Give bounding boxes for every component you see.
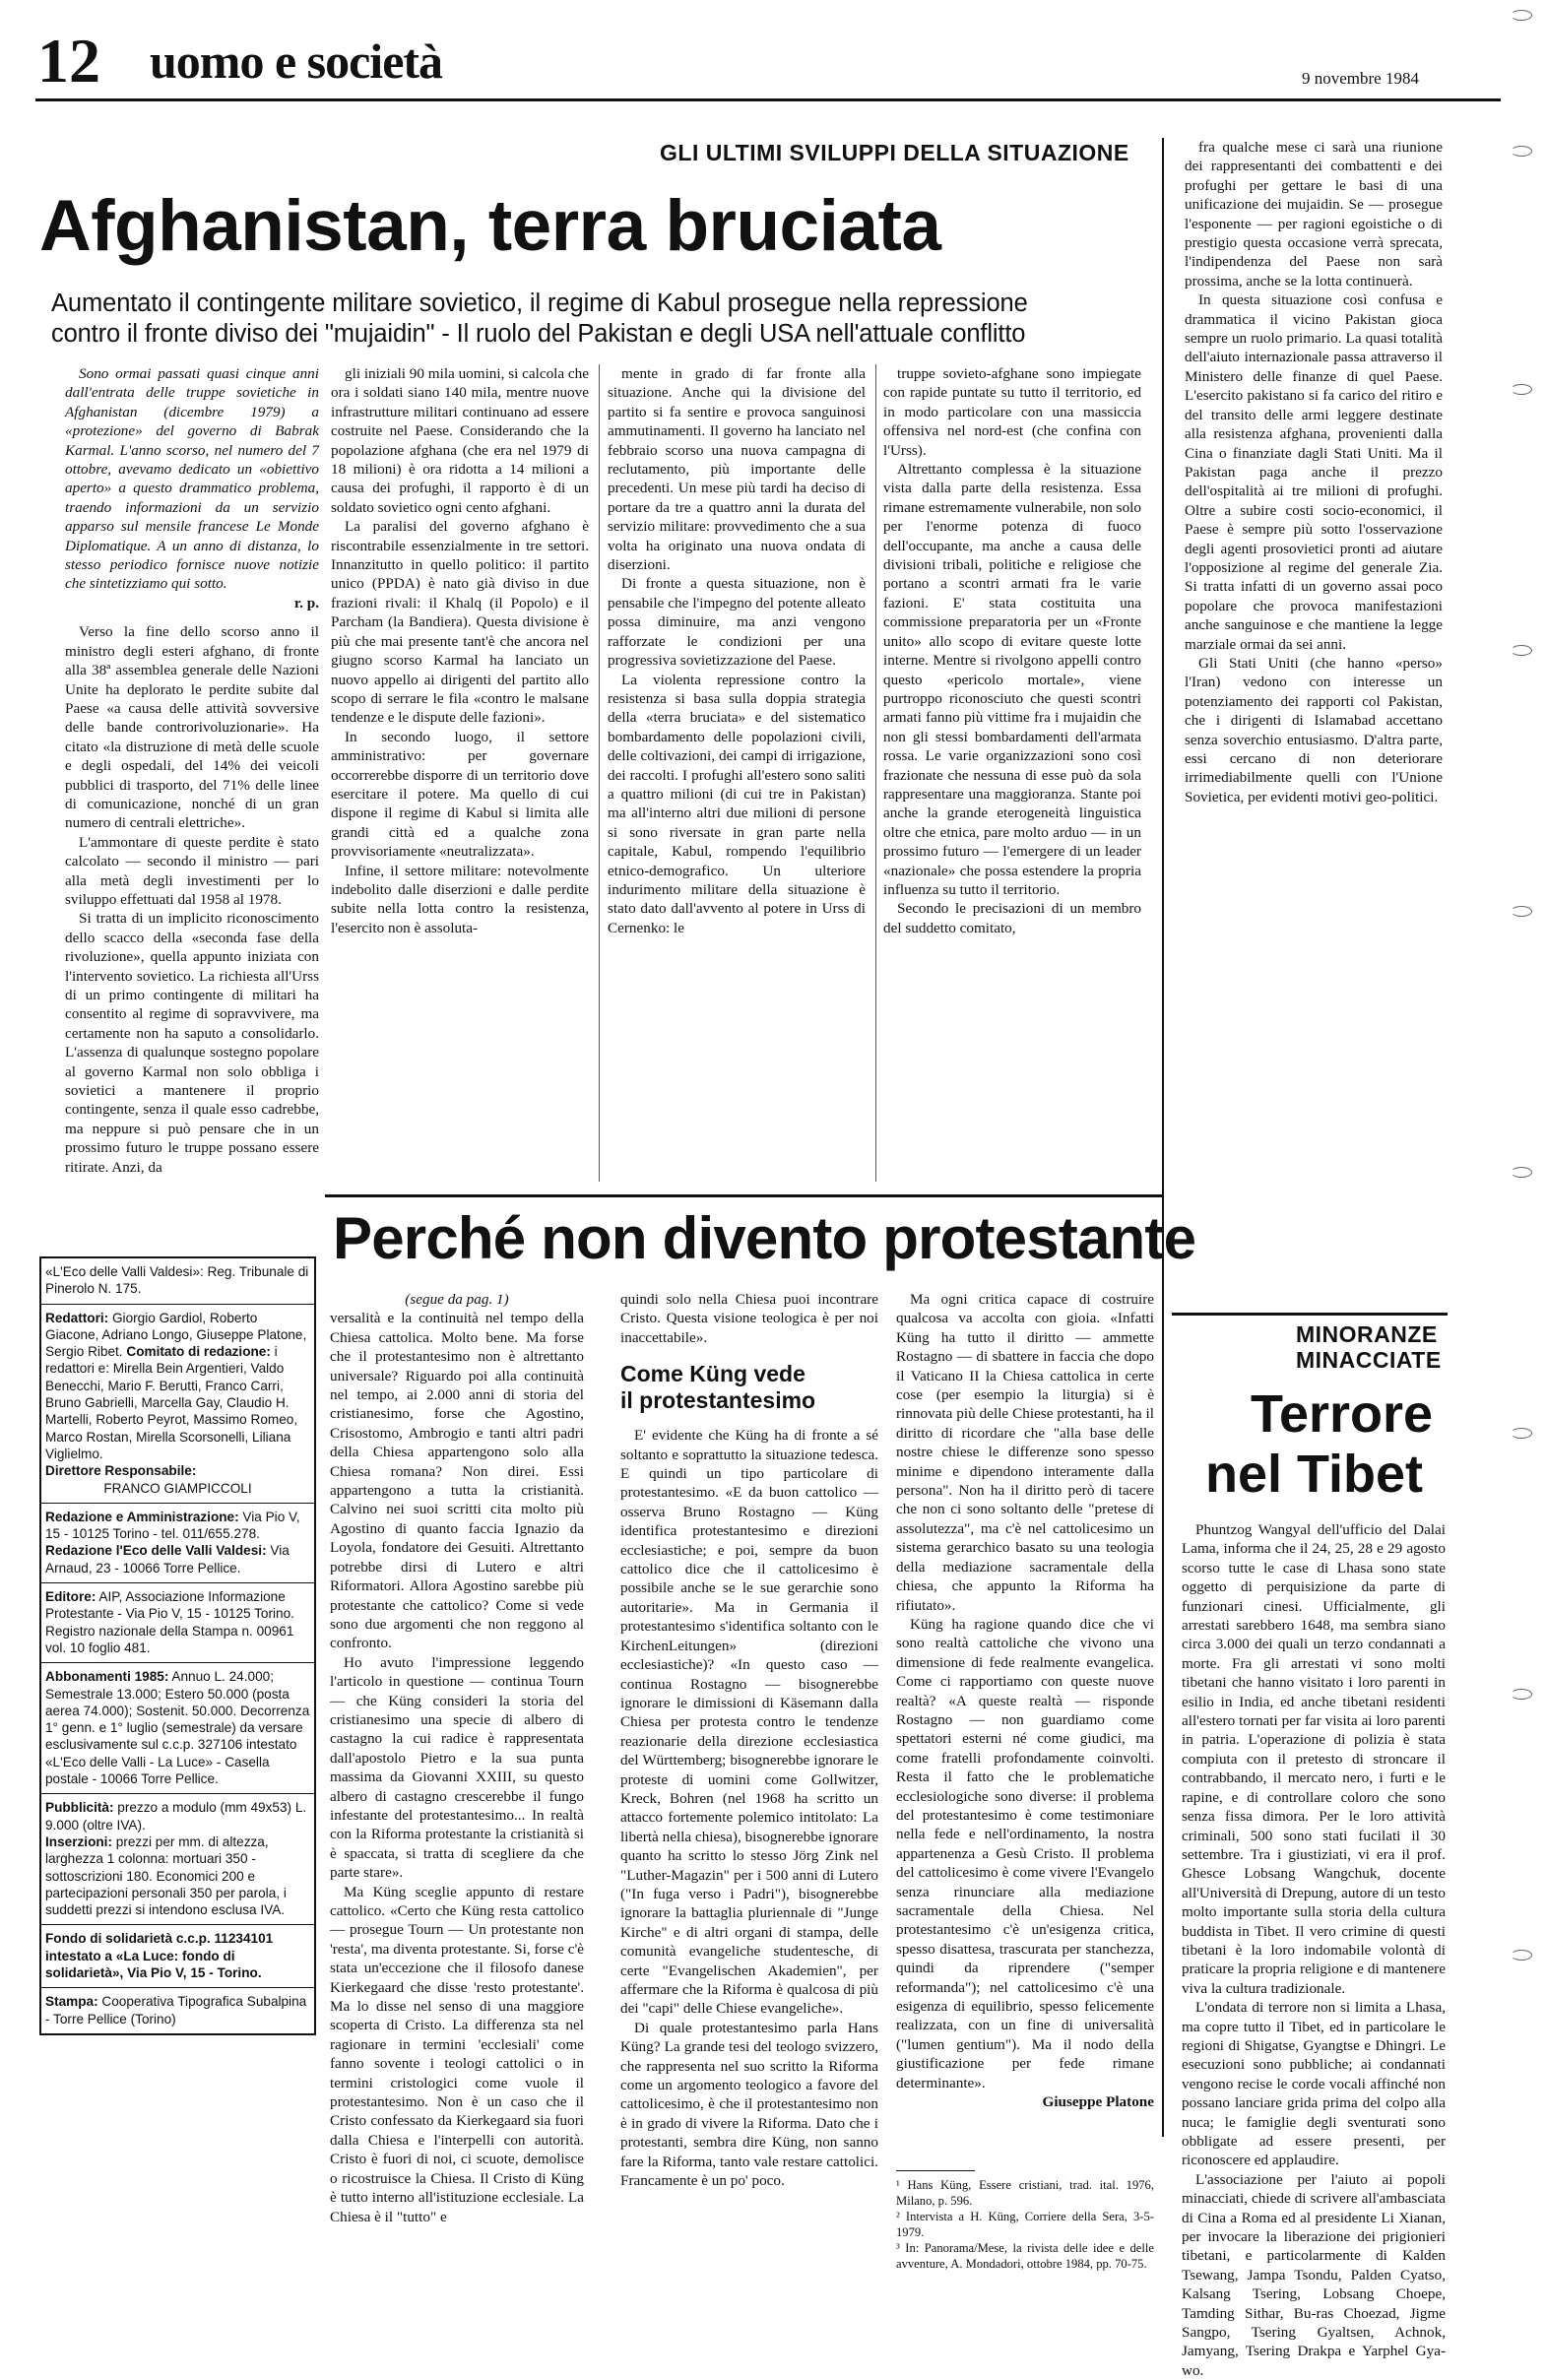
paragraph: Si tratta di un implicito riconoscimento dello scacco della «seconda fase della rivoluzione», quella appunto iniziata con l'intervento sovietico. La richiesta all'Urss di un primo contingente di militari ha consentito al regime di sopravvivere, ma certamente non ha saputo a consolidarlo. L'assenza di qualunque sostegno popolare al governo Karmal non solo obbliga i sovietici a mantenere il proprio contingente, senza il quale esso cadrebbe, ma neppure si può pensare che in un prossimo futuro le truppe possano essere ritirate. Anzi, da [65, 910, 319, 1176]
protestant-title: Perché non divento protestante [333, 1205, 1196, 1271]
paragraph: La violenta repressione contro la resistenza si basa sulla doppia strategia della «terra bruciata» e del sistematico bombardamento delle popolazioni civili, delle coltivazioni, dei campi di irrigazione, dei raccolti. I profughi all'estero sono saliti a quattro milioni (di cui tre in Pakistan) ma all'interno altri due milioni di persone si sono riversate in gran parte nella capitale, Kabul, rompendo l'equilibrio etnico-demografico. Un ulteriore indurimento militare della situazione è stato dato dall'avvento al potere in Urss di Cernenko: le [608, 671, 866, 936]
masthead-subscriptions: Annuo L. 24.000; Semestrale 13.000; Estero 50.000 (posta aerea 74.000); Sostenit. 50.000. Decorrenza 1° genn. e 1° luglio (semestrale) da versare esclusivamente sul c.c.p. 327106 intestato «L'Eco delle Valli - La Luce» - Casella postale - 10066 Torre Pellice. [45, 1669, 310, 1787]
footnote-rule [896, 2170, 975, 2171]
tibet-top-rule [1172, 1313, 1448, 1316]
paragraph: Phuntzog Wangyal dell'ufficio del Dalai Lama, informa che il 24, 25, 28 e 29 agosto scorso tutte le case di Lhasa sono state oggetto di perquisizione da parte di funzionari cinesi. Ufficialmente, gli arrestati sarebbero 1648, ma sembra siano circa 3.000 dei quali un terzo condannati a morte. Fra gli arrestati vi sono molti tibetani che hanno visitato i loro parenti in esilio in India, ed anche tibetani residenti all'estero tornati per far visita ai loro parenti in patria. L'operazione di polizia è stata compiuta con il pretesto di stroncare il contrabbando, il mercato nero, i furti e le rapine, e di controllare coloro che sono senza fissa dimora. Per le loro attività criminali, 500 sono stati fucilati il 30 settembre. Tra i giustiziati, vi era il prof. Ghesce Lobsang Wangchuk, docente all'Università di Drepung, autore di un testo molto importante sulla storia della cultura buddista in Tibet. Il vero crimine di questi tibetani è la loro indomabile volontà di praticare la propria religione e di mantenere viva la cultura tradizionale. [1182, 1521, 1446, 1997]
section-title: uomo e società [150, 33, 443, 89]
afghan-col-2 [331, 364, 589, 1190]
masthead-publisher: AIP, Associazione Informazione Protestante - Via Pio V, 15 - 10125 Torino. [45, 1589, 294, 1622]
masthead-label: Pubblicità: [45, 1800, 114, 1816]
afghan-intro: Sono ormai passati quasi cinque anni dall'entrata delle truppe sovietiche in Afghanistan (dicembre 1979) a «protezione» del governo di Babrak Karmal. L'anno scorso, nel numero del 7 ottobre, avevamo dedicato un «obiettivo aperto» a questo drammatico problema, traendo informazioni da un servizio apparso sul mensile francese Le Monde Diplomatique. A un anno di distanza, lo stesso periodico fornisce nuove notizie che sintetizziamo qui sotto. [65, 365, 319, 593]
tibet-body-text [1182, 1520, 1446, 2380]
paragraph: Ma Küng sceglie appunto di restare cattolico. «Certo che Küng resta cattolico — prosegue Tourn — Un protestante non 'resta', ma diventa protestante. Si, forse c'è stata un'eccezione che il filosofo danese Kierkegaard che disse 'resto protestante'. Ma lo disse nel senso di una maggiore scoperta di Cristo. La differenza sta nel ragionare in termini 'ecclesiali' come fanno sovente i teologi cattolici o in termini cristologici come vuole il protestantesimo. Non è un caso che il Cristo confessato da Kierkegaard sia fuori dalla Chiesa e l'interpelli con autorità. Cristo è fuori di noi, ci scuote, demolisce o ricostruisce la Chiesa. Il Cristo di Küng è tutto interno all'istituzione ecclesiale. La Chiesa è il "tutto" e [330, 1883, 584, 2225]
afghan-kicker: GLI ULTIMI SVILUPPI DELLA SITUAZIONE [660, 140, 1129, 165]
paragraph: E' evidente che Küng ha di fronte a sé soltanto e soprattutto la situazione tedesca. E quindi un tipo particolare di protestantesimo. «E da buon cattolico — osserva Bruno Rostagno — Küng identifica protestantesimo e direzioni ecclesiastiche; e poi, sempre da buon cattolico dice che il cattolicesimo è possibile anche se le sue gerarchie sono autoritarie». Ma in Germania il protestantesimo s'identifica soltanto con le KirchenLeitungen» (direzioni ecclesiastiche)? «In questo caso — continua Rostagno — bisognerebbe ignorare le dimissioni di Käsemann dalla Chiesa per protesta contro le tendenze reazionarie della direzione ecclesiastica del Württemberg; bisognerebbe ignorare le proteste di uomini come Gollwitzer, Kreck, Bohren (nel 1968 ha scritto un attacco fortemente polemico intitolato: La libertà nella chiesa), bisognerebbe ignorare quanto ha scritto lo stesso Jörg Zink nel "Luther-Magazin" per i 500 anni di Lutero ("In fuga verso i Padri"), bisognerebbe ignorare la battaglia pluriennale di "Junge Kirche" e di altri organi di stampa, delle comunità evangeliche studentesche, di certe "Evangelischen Akademien", per affermare che la Riforma è qualcosa di più dei "capi" delle Chiese evangeliche». [620, 1427, 878, 2018]
paragraph: versalità e la continuità nel tempo della Chiesa cattolica. Molto bene. Ma forse che il protestantesimo non è altrettanto universale? Riguardo poi alla continuità nel tempo, ai 2.000 anni di storia del cristianesimo, forse che Agostino, Crisostomo, Ambrogio e tanti altri padri della Chiesa appartengono solo alla Chiesa romana? Non direi. Essi appartengono a tutta la cristianità. Calvino nei suoi scritti cita molto più Agostino di quanto faccia Ignazio da Loyola, fondatore dei Gesuiti. Altrettanto potrebbe dirsi di Lutero e altri Riformatori. Allora Agostino sarebbe più protestante che cattolico? Come si vede sono due argomenti che non reggono al confronto. [330, 1310, 584, 1652]
afghan-col-1 [65, 364, 319, 1191]
masthead-label: Abbonamenti 1985: [45, 1669, 169, 1685]
afghan-deck-line2: contro il fronte diviso dei "mujaidin" - Il ruolo del Pakistan e degli USA nell'attuale conflitto [51, 320, 1026, 348]
column-rule [875, 364, 876, 1182]
masthead-insertions: prezzi per mm. di altezza, larghezza 1 colonna: mortuari 350 - sottoscrizioni 180. Economici 200 e partecipazioni personali 350 per parola, i suddetti prezzi si intendono esclusa IVA. [45, 1833, 287, 1918]
afghan-col-4 [883, 364, 1141, 1190]
masthead-label: Redattori: [45, 1310, 109, 1325]
paragraph: Ho avuto l'impressione leggendo l'articolo in questione — continua Tourn — che Küng consideri la storia del cristianesimo una specie di albero di castagno la cui radice è rappresentata dall'apostolo Pietro e la sua punta massima da Giovanni XXIII, su questo albero di castagno crescerebbe il fungo infestante del protestantesimo... In realtà con la Riforma protestante la cristianità si è spaccata, si tratta di scegliere da che parte stare». [330, 1653, 584, 1882]
afghan-col-5 [1185, 138, 1443, 1305]
masthead-address: Via Pio V, 15 - 10125 Torino - tel. 011/655.278. [45, 1509, 300, 1542]
afghan-deck-line1: Aumentato il contingente militare sovietico, il regime di Kabul prosegue nella repressione [51, 289, 1028, 317]
footnote-1: ¹ Hans Küng, Essere cristiani, trad. ital. 1976, Milano, p. 596. [896, 2178, 1154, 2209]
afghan-bottom-rule [325, 1194, 1162, 1197]
masthead-label: Inserzioni: [45, 1833, 112, 1849]
masthead-label: Redazione e Amministrazione: [45, 1509, 239, 1524]
masthead-advertising: prezzo a modulo (mm 49x53) L. 9.000 (oltre IVA). [45, 1800, 307, 1833]
masthead-address-2: Via Arnaud, 23 - 10066 Torre Pellice. [45, 1543, 290, 1576]
paragraph: Infine, il settore militare: notevolmente indebolito dalle diserzioni e dalle perdite subite nella lotta contro la resistenza, l'esercito non è assoluta- [331, 862, 589, 936]
paragraph: In questa situazione così confusa e drammatica il vicino Pakistan gioca sempre un ruolo primario. La quasi totalità dell'aiuto internazionale passa attraverso il Ministero delle finanze di quel Paese. L'esercito pakistano si fa carico del ritiro e del transito delle armi leggere destinate alla resistenza afghana, provenienti dalla Cina o finanziate dagli Stati Uniti. Ma il Pakistan paga anche il prezzo dell'ospitalità ai tre milioni di profughi. Oltre a subire costi socio-economici, il Paese è sempre più sotto l'osservazione degli agenti prosovietici pronti ad aiutare l'opposizione al regime del generale Zia. Si tratta infatti di un governo assai poco popolare che provoca manifestazioni anche sanguinose e che mantiene la legge marziale ormai da sei anni. [1185, 291, 1443, 653]
afghan-col-3-text [608, 364, 866, 937]
protestant-col-3 [896, 1290, 1154, 2272]
protestant-col-3-text [896, 1290, 1154, 2092]
tibet-body [1182, 1520, 1446, 2379]
binder-ring-icon [1511, 1428, 1532, 1439]
binder-ring-icon [1511, 906, 1532, 917]
protestant-col-1-text [330, 1309, 584, 2226]
afghan-col-3 [608, 364, 866, 1190]
paragraph: Küng ha ragione quando dice che vi sono realtà cattoliche che vivono una dimensione di fede realmente evangelica. Come ci rapportiamo con queste nuove realtà? «A queste realtà — risponde Rostagno — non guardiamo come spettatori esterni né come giudici, ma come fratelli profondamente coinvolti. Resta il fatto che le problematiche ecclesiologiche sono diverse: il problema del protestantesimo è come testimoniare nella fede e nell'ordinamento, la nostra appartenenza a Gesù Cristo. Il problema del cattolicesimo è come vivere l'Evangelo senza rinunciare alla mediazione sacramentale della Chiesa. Nel protestantesimo c'è un'esigenza critica, spesso disattesa, trascurata per stanchezza, quindi da riprendere ("semper reformanda"); nel cattolicesimo c'è una esigenza di equilibrio, spesso felicemente realizzata, con un fine di universalità ("lumen gentium"). Ma il nodo della giustificazione per fede rimane determinante». [896, 1615, 1154, 2091]
paragraph: Altrettanto complessa è la situazione vista dalla parte della resistenza. Essa rimane estremamente vulnerabile, non solo per l'enorme potenza di fuoco dell'occupante, ma anche a causa delle divisioni tribali, politiche e religiose che portano a scontri armati fra le varie fazioni. E' stata costituita una commissione preparatoria per un «Fronte unito» allo scopo di evitare queste lotte interne. Mentre si rivolgono appelli contro questo «pericolo mortale», viene purtroppo riconosciuto che questi scontri armati fanno più vittime fra i mujaidin che non gli stessi bombardamenti dell'armata rossa. Le varie organizzazioni sono così frazionate che nessuna di esse può da sola rappresentare una maggioranza. Stante poi anche la grande eterogeneità linguistica oltre che etnica, pare molto arduo — in un prossimo futuro — l'emergere di un leader «nazionale» che possa estendere la propria influenza su tutto il territorio. [883, 461, 1141, 898]
paragraph: L'ondata di terrore non si limita a Lhasa, ma copre tutto il Tibet, ed in particolare le regioni di Shigatse, Gyangtse e Dhingri. Le esecuzioni sono pubbliche; ai condannati vengono recise le corde vocali affinché non possano lanciare grida prima del colpo alla nuca; le famiglie degli sventurati sono obbligate ad essere presenti, per riconoscere ed applaudire. [1182, 1999, 1446, 2169]
protestant-col-2-lead: quindi solo nella Chiesa puoi incontrare Cristo. Questa visione teologica è per noi inaccettabile». [620, 1291, 878, 1346]
continued-note: (segue da pag. 1) [405, 1291, 509, 1308]
header-rule [35, 98, 1501, 101]
afghan-title: Afghanistan, terra bruciata [39, 186, 941, 266]
afghan-intro-signature: r. p. [293, 594, 319, 611]
masthead-committee: i redattori e: Mirella Bein Argentieri, Valdo Benecchi, Mario F. Berutti, Franco Carri, Bruno Gabrielli, Marcella Gay, Claudio H. Martelli, Roberto Peyrot, Massimo Romeo, Marco Rostan, Mirella Scorsonelli, Liliana Viglielmo. [45, 1344, 298, 1461]
paragraph: L'ammontare di queste perdite è stato calcolato — secondo il ministro — pari alla metà degli investimenti per lo sviluppo effettuati dal 1958 al 1978. [65, 833, 319, 908]
footnote-2: ² Intervista a H. Küng, Corriere della Sera, 3-5-1979. [896, 2210, 1154, 2240]
protestant-signature: Giuseppe Platone [1042, 2093, 1154, 2111]
masthead-registration: «L'Eco delle Valli Valdesi»: Reg. Tribunale di Pinerolo N. 175. [45, 1264, 309, 1297]
afghan-col-2-text [331, 364, 589, 937]
paragraph: Secondo le precisazioni di un membro del suddetto comitato, [883, 900, 1141, 936]
paragraph: mente in grado di far fronte alla situazione. Anche qui la divisione del partito si fa sentire e provoca sanguinosi ammutinamenti. Il governo ha lanciato nel febbraio scorso una nuova campagna di reclutamento, più importante delle precedenti. Un mese più tardi ha deciso di portare da tre a quattro anni la durata del servizio militare: provvedimento che a sua volta ha originato una nuova ondata di diserzioni. [608, 365, 866, 574]
afghan-col-5-text [1185, 138, 1443, 806]
protestant-col-2 [620, 1290, 878, 2190]
paragraph: Verso la fine dello scorso anno il ministro degli esteri afghano, di fronte alla 38ª assemblea generale delle Nazioni Unite ha deplorato le perdite subite dal Paese «a causa delle attività sovversive delle bande controrivoluzionarie». Ha citato «la distruzione di metà delle scuole e degli ospedali, del 14% dei veicoli pubblici di trasporto, del 71% delle linee di comunicazione, nonché di un gran numero di centrali elettriche». [65, 623, 319, 832]
binder-ring-icon [1511, 1950, 1532, 1961]
masthead-label: Stampa: [45, 1994, 98, 2010]
paragraph: Di quale protestantesimo parla Hans Küng? La grande tesi del teologo svizzero, che rappresenta nel suo scritto la Riforma come un argomento teologico a favore del cattolicesimo, è che il protestantesimo non è in grado di vivere la Riforma. Dato che i protestanti, sembra dire Küng, non sanno fare la Riforma, tanto vale restare cattolici. Francamente è un po' poco. [620, 2019, 878, 2190]
protestant-col-1 [330, 1290, 584, 2225]
footnote-3: ³ In: Panorama/Mese, la rivista delle idee e delle avventure, A. Mondadori, ottobre 1984, pp. 70-75. [896, 2241, 1154, 2272]
binder-ring-icon [1511, 645, 1532, 656]
protestant-col-2-text [620, 1426, 878, 2190]
tibet-kicker-1: MINORANZE [1296, 1321, 1438, 1347]
masthead-label: Redazione l'Eco delle Valli Valdesi: [45, 1543, 267, 1559]
binder-ring-icon [1511, 384, 1532, 395]
issue-date: 9 novembre 1984 [1302, 69, 1419, 88]
masthead-solidarity-fund: Fondo di solidarietà c.c.p. 11234101 intestato a «La Luce: fondo di solidarietà», Via Pio V, 15 - Torino. [45, 1931, 274, 1980]
column-rule [599, 364, 600, 1182]
protestant-subhead-2: il protestantesimo [620, 1387, 816, 1414]
masthead-press-register: Registro nazionale della Stampa n. 00961 vol. 10 foglio 481. [45, 1623, 294, 1655]
paragraph: Di fronte a questa situazione, non è pensabile che l'impegno del potente alleato possa diminuire, ma anzi vengono rafforzate le condizioni per una progressiva sovietizzazione del Paese. [608, 575, 866, 670]
masthead-director: FRANCO GIAMPICCOLI [103, 1480, 252, 1496]
masthead-label: Direttore Responsabile: [45, 1463, 197, 1479]
tibet-title-1: Terrore [1251, 1384, 1434, 1444]
masthead-label: Editore: [45, 1589, 97, 1605]
paragraph: Gli Stati Uniti (che hanno «perso» l'Iran) vedono con interesse un potenziamento dei rapporti col Pakistan, che i dirigenti di Islamabad accettano senza soverchio entusiasmo. D'altra parte, essi cercano di non deteriorare irrimediabilmente quelli con l'Unione Sovietica, per evidenti motivi geo-politici. [1185, 654, 1443, 805]
masthead-box [39, 1256, 316, 2035]
binder-ring-icon [1511, 1689, 1532, 1700]
paragraph: Ma ogni critica capace di costruire qualcosa va accolta con gioia. «Infatti Küng ha tutto il diritto — ammette Rostagno — di sbattere in faccia che dopo il Vaticano II la Chiesa cattolica in certe cose (per esempio la liturgia) si è rinnovata più delle Chiese protestanti, ha il diritto di ricordare che "alla base delle nostre chiese le differenze sono spesso minime e dipendono interamente dalla persona". Non ha il diritto però di tacere che non ci sono soltanto delle "pretese di assolutezza", ma c'è nel cattolicesimo un sistema gerarchico basato su una teologia della mediazione sacramentale della chiesa, che appunto la Riforma ha rifiutato». [896, 1291, 1154, 1614]
masthead-label: Comitato di redazione: [126, 1344, 271, 1360]
paragraph: truppe sovieto-afghane sono impiegate con rapide puntate su tutto il territorio, ed in modo particolare con una massiccia offensiva nel nord-est (che confina con l'Urss). [883, 365, 1141, 459]
tibet-title-2: nel Tibet [1205, 1445, 1424, 1504]
afghan-col-1-text [65, 622, 319, 1177]
afghan-col-4-text [883, 364, 1141, 937]
protestant-subhead-1: Come Küng vede [620, 1361, 805, 1387]
paragraph: La paralisi del governo afghano è riscontrabile essenzialmente in tre settori. Innanzitutto in quello politico: il partito unico (PPDA) è nato già diviso in due frazioni rivali: il Khalq (il Popolo) e il Parcham (la Bandiera). Questa divisione è più che mai presente tant'è che ancora nel giugno scorso Karmal ha lanciato un nuovo appello ai dirigenti del partito allo scopo di serrare le fila «contro le malsane tendenze e le dispute delle fazioni». [331, 518, 589, 727]
column-rule [1162, 138, 1164, 2137]
binder-ring-icon [1511, 146, 1532, 157]
paragraph: gli iniziali 90 mila uomini, si calcola che ora i soldati siano 140 mila, mentre nuove infrastrutture militari continuano ad essere costruite nel Paese. Considerando che la popolazione afghana (che era nel 1979 di 18 milioni) è ora ridotta a 14 milioni a causa dei profughi, il rapporto è di un soldato sovietico ogni cento afghani. [331, 365, 589, 516]
masthead-editors: Giorgio Gardiol, Roberto Giacone, Adriano Longo, Giuseppe Platone, Sergio Ribet. [45, 1310, 307, 1360]
binder-edge [1507, 0, 1546, 2160]
binder-ring-icon [1511, 10, 1532, 21]
binder-ring-icon [1511, 1167, 1532, 1178]
tibet-kicker-2: MINACCIATE [1296, 1347, 1442, 1373]
paragraph: fra qualche mese ci sarà una riunione dei rappresentanti dei combattenti e dei profughi per gettare le basi di una unificazione dei mujaidin. Se — prosegue l'esponente — per ragioni egoistiche o di prestigio questa occasione verrà sprecata, l'indipendenza del Paese non sarà prossima, anche se la lotta continuerà. [1185, 139, 1443, 289]
masthead-printer: Cooperativa Tipografica Subalpina - Torre Pellice (Torino) [45, 1994, 307, 2026]
paragraph: In secondo luogo, il settore amministrativo: per governare occorrerebbe disporre di un territorio dove esercitare il potere. Ma quello di cui dispone il regime di Kabul si limita alle grandi città ed a qualche zona provvisoriamente «neutralizzata». [331, 728, 589, 861]
page-number: 12 [37, 26, 100, 96]
paragraph: L'associazione per l'aiuto ai popoli minacciati, chiede di scrivere all'ambasciata di Cina a Roma ed al presidente Li Xianan, per invocare la liberazione dei prigionieri tibetani, e particolarmente di Kalden Tsewang, Jampa Tsondu, Palden Cyatso, Kalsang Tsering, Lobsang Choepe, Tamding Sithar, Bu-ras Choezad, Jigme Sangpo, Tsering Gyaltsen, Achnok, Jamyang, Tsering Drakpa e Yarphel Gya-wo. [1182, 2170, 1446, 2379]
